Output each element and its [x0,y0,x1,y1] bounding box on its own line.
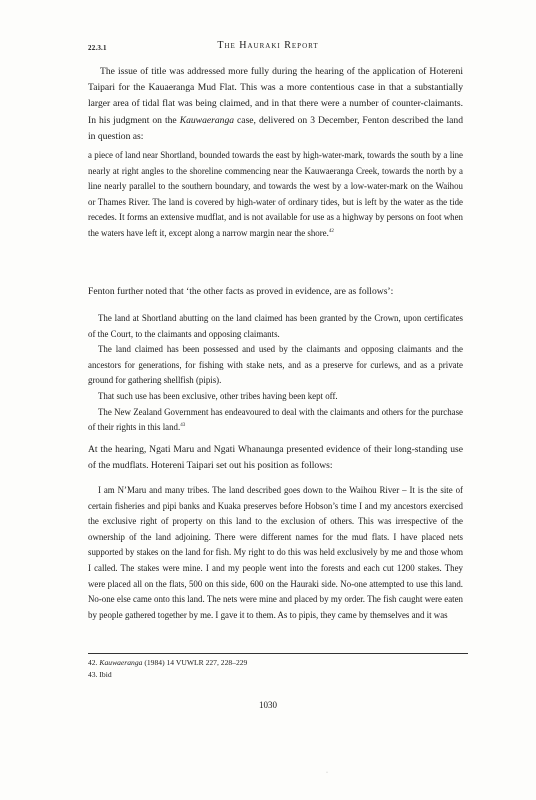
footnote-text: (1984) 14 VUWLR 227, 228–229 [142,658,248,667]
footnote-ref-43: 43 [180,423,186,429]
body-paragraph-2: Fenton further noted that ‘the other facts as proved in evidence, are as follows’: [88,286,394,297]
quote-3-paragraph: I am N’Maru and many tribes. The land described goes down to the Waihou River – It is the site of certain fisheries and pipi banks and Kuaka preserves before Hobson’s time I and my ancestors exercised the exclusive right of property on this land to the exclusion of others. This was irrespective of the ownership of the land adjoining. There were different names for the mud flats. I have placed nets supported by stakes on the land for fish. My right to do this was held exclusively by me and those whom I called. The stakes were mine. I and my people went into the forests and each cut 1200 stakes. They were placed all on the flats, 500 on this side, 600 on the Hauraki side. No-one attempted to use this land. No-one else came onto this land. The nets were mine and placed by my order. The fish caught were eaten by people gathered together by me. I gave it to them. As to pipis, they came by themselves and it was [88,485,463,620]
block-quote-1 [88,148,463,242]
footnote-text: Ibid [99,670,112,679]
footnote-divider [88,653,468,654]
paragraph-1-text-a: The issue of title was addressed more fully during the hearing of the application of Hotereni Taipari for the Kauaeranga Mud Flat. This was a more contentious case in that a substantially larger area of tidal flat was being claimed, and in that there were a number of counter-claimants. In his judgment on the [88,66,463,126]
quote-2-item [88,405,463,436]
quote-2-item: The land at Shortland abutting on the land claimed has been granted by the Crown, upon certificates of the Court, to the claimants and opposing claimants. [88,313,463,339]
running-header-title: The Hauraki Report [217,40,319,51]
quote-2-item: The land claimed has been possessed and used by the claimants and opposing claimants and the ancestors for generations, for fishing with stake nets, and as a preserve for curlews, and as a private ground for gathering shellfish (pipis). [88,344,463,386]
page-number: 1030 [259,700,277,710]
quote-1-text: a piece of land near Shortland, bounded towards the east by high-water-mark, towards the south by a line nearly at right angles to the shoreline commencing near the Kauwaeranga Creek, towards the north by a line nearly parallel to the southern boundary, and towards the west by a low-water-mark on the Waihou or Thames River. The land is covered by high-water of ordinary tides, but is left by the water as the tide recedes. It forms an extensive mudflat, and is not available for use as a highway by persons on foot when the waters have left it, except along a narrow margin near the shore. [88,150,463,238]
block-quote-2 [88,311,463,436]
quote-2-item-text: The New Zealand Government has endeavoured to deal with the claimants and others for the purchase of their rights in this land. [88,406,463,433]
block-quote-3 [88,483,463,623]
section-number: 22.3.1 [88,44,107,52]
stray-mark: · [326,770,328,776]
quote-2-item: That such use has been exclusive, other tribes having been kept off. [98,390,338,401]
paragraph-1-text-b: case, delivered on 3 December, Fenton described the land in question as: [88,114,464,142]
footnote-ref-42: 42 [328,228,334,234]
footnote-case-italic: Kauwaeranga [99,658,143,667]
footnote-42 [88,657,247,669]
footnote-number: 43. [88,670,98,679]
footnote-43 [88,669,112,681]
footnote-number: 42. [88,658,98,667]
body-paragraph-1 [88,64,463,145]
case-name-italic: Kauwaeranga [179,114,235,126]
body-paragraph-3: At the hearing, Ngati Maru and Ngati Whanaunga presented evidence of their long-standing use of the mudflats. Hotereni Taipari set out his position as follows: [88,444,463,472]
quote-1-paragraph [88,148,463,242]
